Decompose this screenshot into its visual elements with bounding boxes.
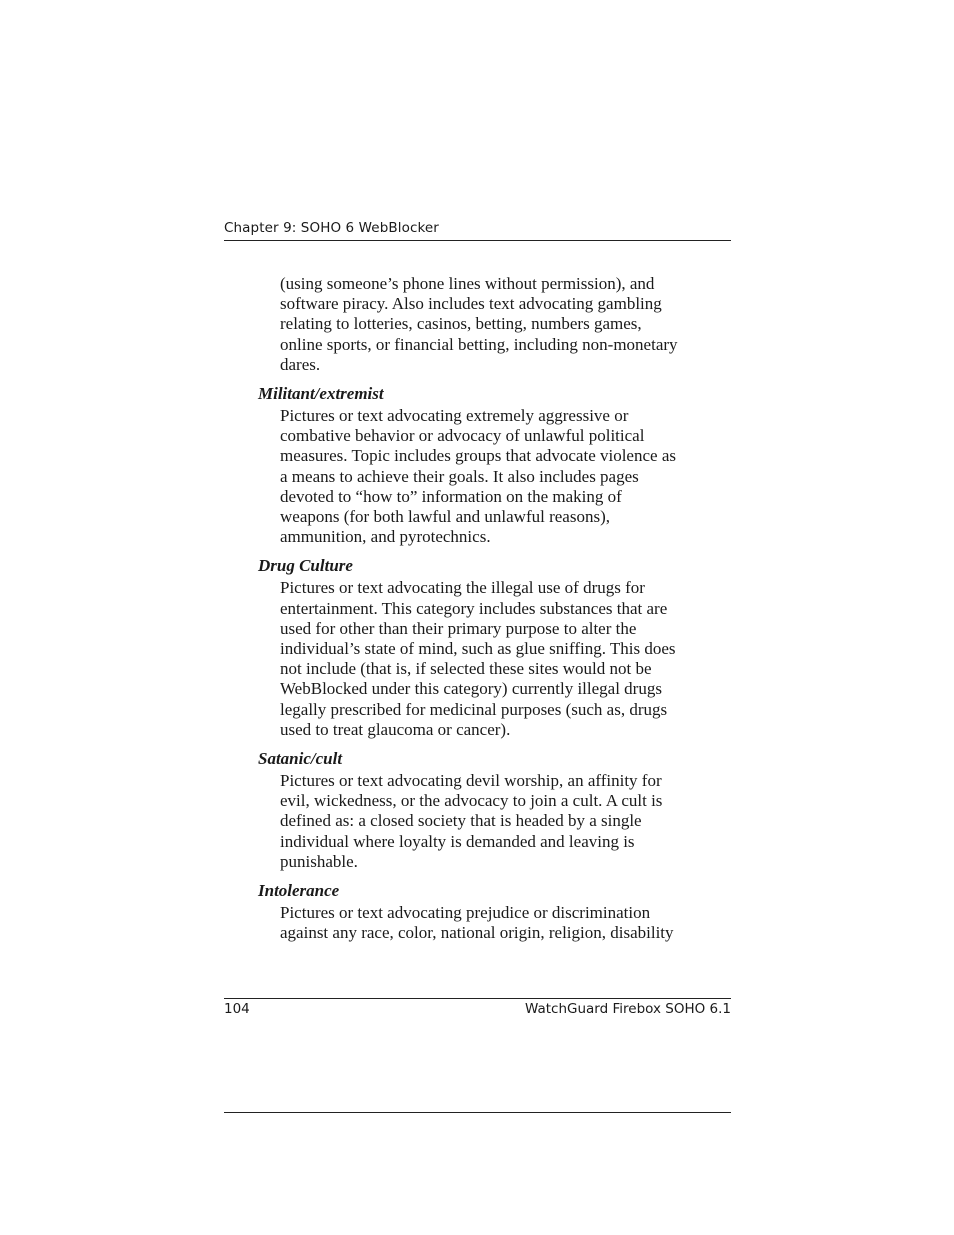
term-drug-culture: Drug Culture [258, 556, 353, 576]
text-line: dares. [280, 354, 321, 374]
text-line: individual’s state of mind, such as glue sniffing. This does [280, 639, 676, 659]
header-rule [224, 240, 731, 241]
text-line: combative behavior or advocacy of unlawful political [280, 426, 645, 446]
text-line: WebBlocked under this category) currently illegal drugs [280, 679, 662, 699]
text-line: weapons (for both lawful and unlawful reasons), [280, 507, 610, 527]
text-line: Pictures or text advocating prejudice or discrimination [280, 903, 651, 923]
document-title: WatchGuard Firebox SOHO 6.1 [524, 1001, 731, 1017]
definition-drug-culture [280, 578, 731, 740]
definition-militant-extremist [280, 406, 731, 547]
text-line: (using someone’s phone lines without permission), and [280, 274, 655, 293]
intro-paragraph [280, 274, 731, 375]
page-number: 104 [224, 1001, 250, 1017]
page-footer [224, 1000, 731, 1018]
term-militant-extremist: Militant/extremist [258, 384, 384, 404]
text-line: entertainment. This category includes substances that are [280, 598, 668, 618]
term-satanic-cult: Satanic/cult [258, 749, 343, 769]
text-line: software piracy. Also includes text advocating gambling [280, 294, 662, 314]
text-line: punishable. [280, 851, 358, 871]
text-line: individual where loyalty is demanded and leaving is [280, 831, 635, 851]
text-line: defined as: a closed society that is headed by a single [280, 811, 642, 831]
page-content [258, 274, 731, 943]
text-line: Pictures or text advocating devil worship, an affinity for [280, 771, 662, 791]
text-line: Pictures or text advocating extremely aggressive or [280, 406, 629, 426]
text-line: measures. Topic includes groups that advocate violence as [280, 446, 676, 466]
term-intolerance: Intolerance [258, 881, 340, 901]
bottom-rule [224, 1112, 731, 1113]
footer-rule [224, 998, 731, 999]
definition-satanic-cult [280, 771, 731, 872]
text-line: online sports, or financial betting, including non-monetary [280, 334, 678, 354]
text-line: a means to achieve their goals. It also includes pages [280, 466, 639, 486]
definition-intolerance [280, 903, 731, 943]
text-line: used for other than their primary purpose to alter the [280, 618, 637, 638]
text-line: against any race, color, national origin, religion, disability [280, 923, 674, 943]
text-line: devoted to “how to” information on the making of [280, 486, 622, 506]
text-line: legally prescribed for medicinal purposes (such as, drugs [280, 699, 668, 719]
text-line: evil, wickedness, or the advocacy to join a cult. A cult is [280, 791, 663, 811]
text-line: Pictures or text advocating the illegal use of drugs for [280, 578, 645, 598]
running-header: Chapter 9: SOHO 6 WebBlocker [224, 220, 439, 236]
text-line: ammunition, and pyrotechnics. [280, 527, 491, 547]
text-line: used to treat glaucoma or cancer). [280, 719, 511, 739]
text-line: relating to lotteries, casinos, betting, numbers games, [280, 314, 642, 334]
text-line: not include (that is, if selected these sites would not be [280, 659, 652, 679]
